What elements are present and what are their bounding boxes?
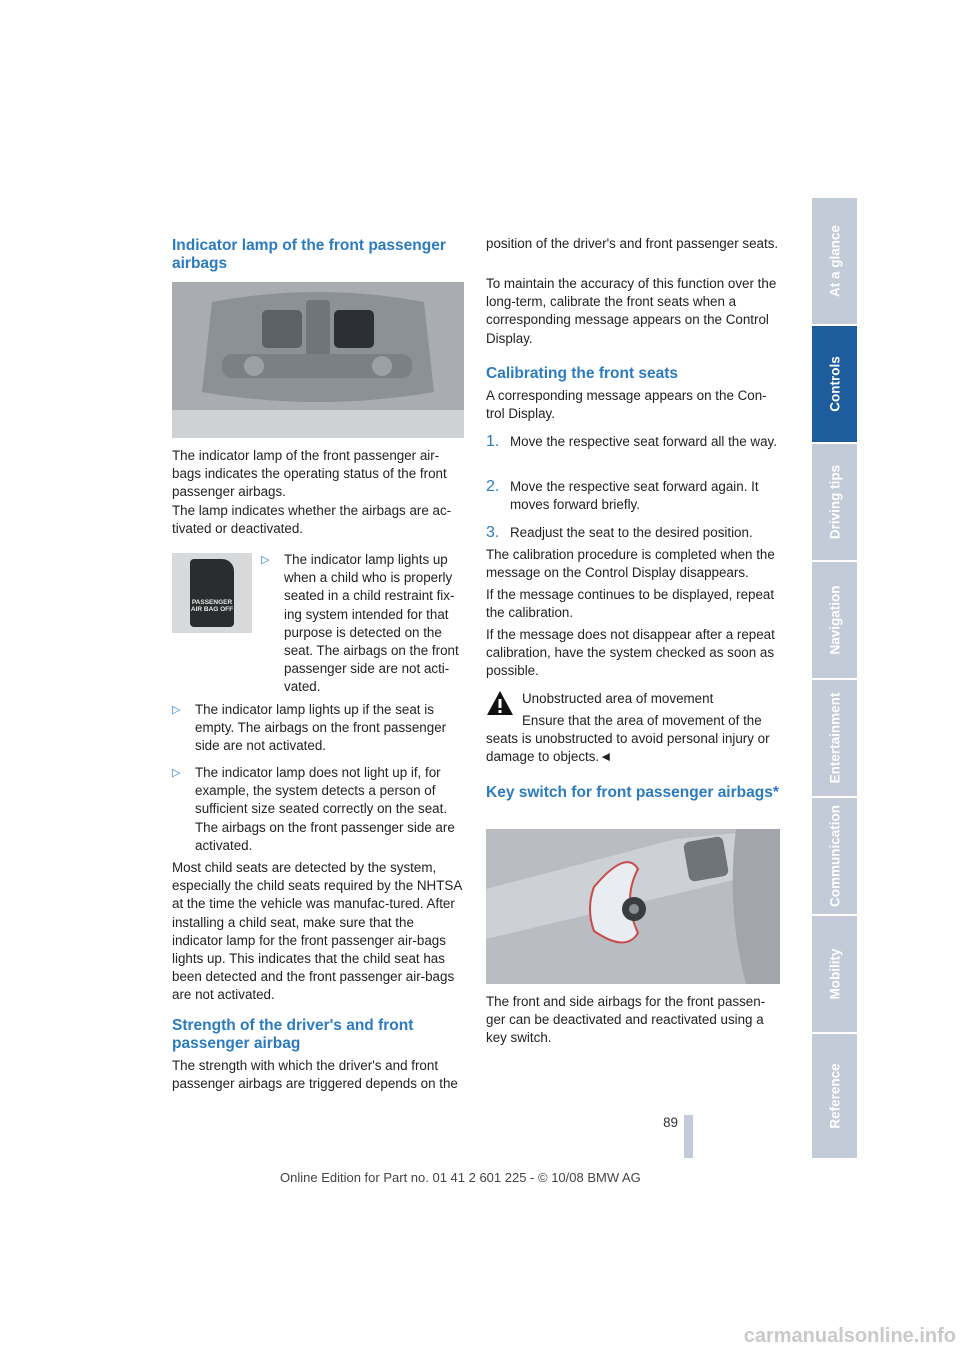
overhead-console-image <box>172 282 464 438</box>
sidebar-tab-mobility[interactable] <box>812 916 857 1032</box>
watermark: carmanualsonline.info <box>743 1325 956 1347</box>
sidebar-tab-label: At a glance <box>827 224 842 298</box>
paragraph: The lamp indicates whether the airbags are ac-tivated or deactivated. <box>172 503 452 537</box>
paragraph: The indicator lamp of the front passenger air-bags indicates the operating status of the front passenger airbags. <box>172 448 447 500</box>
key-switch-drawing <box>486 829 780 984</box>
section-heading: Strength of the driver's and front passenger airbag <box>172 1017 414 1052</box>
paragraph: position of the driver's and front passenger seats. <box>486 236 779 251</box>
sidebar-tab-communication[interactable] <box>812 798 857 914</box>
paragraph: Most child seats are detected by the system, especially the child seats required by the NHTSA at the time the vehicle was manufac-tured. After installing a child seat, make sure that the indicator lamp for the front passenger air-bags lights up. This indicates that the child seat has been detected and the front passenger air-bags are not activated. <box>172 860 462 1003</box>
sidebar-tab-label: Navigation <box>827 585 842 655</box>
step-text: Move the respective seat forward all the way. <box>510 434 777 449</box>
lamp-label: PASSENGER AIR BAG OFF <box>190 599 234 613</box>
bullet-text: The indicator lamp does not light up if, for example, the system detects a person of sufficient size seated correctly on the seat. The airbags on the front passenger side are activated. <box>195 765 455 853</box>
step-item <box>486 524 782 542</box>
step-item <box>486 478 782 514</box>
step-text: Readjust the seat to the desired position. <box>510 525 753 540</box>
lamp-button <box>190 559 234 627</box>
bullet-item <box>261 551 464 697</box>
section-heading: Key switch for front passenger airbags* <box>486 784 779 801</box>
sidebar-tab-label: Driving tips <box>827 464 842 540</box>
bullet-item <box>172 764 464 855</box>
sidebar-tab-label: Communication <box>827 804 842 908</box>
paragraph: The calibration procedure is completed when the message on the Control Display disappears. <box>486 547 775 581</box>
bullet-marker: ▷ <box>172 704 181 716</box>
warning-text: Ensure that the area of movement of the seats is unobstructed to avoid personal injury or damage to objects.◄ <box>486 713 770 765</box>
sidebar-tab-navigation[interactable] <box>812 562 857 678</box>
overhead-console-drawing <box>172 282 464 438</box>
footer-bar <box>684 1115 693 1158</box>
footer-text: Online Edition for Part no. 01 41 2 601 225 - © 10/08 BMW AG <box>280 1170 641 1185</box>
bullet-text: The indicator lamp lights up if the seat is empty. The airbags on the front passenger side are not activated. <box>195 702 447 754</box>
sidebar-tab-entertainment[interactable] <box>812 680 857 796</box>
step-number: 1. <box>486 433 500 450</box>
passenger-airbag-off-lamp-image <box>172 553 252 633</box>
key-switch-image <box>486 829 780 984</box>
sidebar-tab-driving-tips[interactable] <box>812 444 857 560</box>
sidebar-tab-label: Reference <box>827 1063 842 1129</box>
sidebar-tab-label: Entertainment <box>827 692 842 784</box>
paragraph: A corresponding message appears on the Con-trol Display. <box>486 388 767 422</box>
sidebar-tab-at-a-glance[interactable] <box>812 198 857 324</box>
paragraph: To maintain the accuracy of this function over the long-term, calibrate the front seats when a corresponding message appears on the Control Display. <box>486 276 777 346</box>
sidebar-tab-reference[interactable] <box>812 1034 857 1158</box>
sidebar-tab-label: Mobility <box>827 948 842 1000</box>
step-number: 3. <box>486 524 500 541</box>
sidebar-tab-label: Controls <box>827 356 842 412</box>
step-number: 2. <box>486 478 500 495</box>
section-heading: Calibrating the front seats <box>486 365 679 382</box>
warning-title: Unobstructed area of movement <box>522 691 714 706</box>
step-item <box>486 433 782 451</box>
bullet-text: The indicator lamp lights up when a child who is properly seated in a child restraint fix-ing system intended for that purpose is detected on the seat. The airbags on the front passenger side are not acti-vated. <box>284 552 459 695</box>
section-heading: Indicator lamp of the front passenger airbags <box>172 237 446 272</box>
paragraph: If the message continues to be displayed, repeat the calibration. <box>486 587 775 621</box>
bullet-marker: ▷ <box>261 554 270 566</box>
step-text: Move the respective seat forward again. It moves forward briefly. <box>510 479 759 513</box>
bullet-marker: ▷ <box>172 767 181 779</box>
page-number: 89 <box>663 1115 678 1130</box>
sidebar-tab-controls[interactable] <box>812 326 857 442</box>
paragraph: The strength with which the driver's and front passenger airbags are triggered depends on the <box>172 1058 458 1092</box>
bullet-item <box>172 701 464 756</box>
paragraph: The front and side airbags for the front passen-ger can be deactivated and reactivated using a key switch. <box>486 994 766 1046</box>
paragraph: If the message does not disappear after a repeat calibration, have the system checked as soon as possible. <box>486 627 775 679</box>
